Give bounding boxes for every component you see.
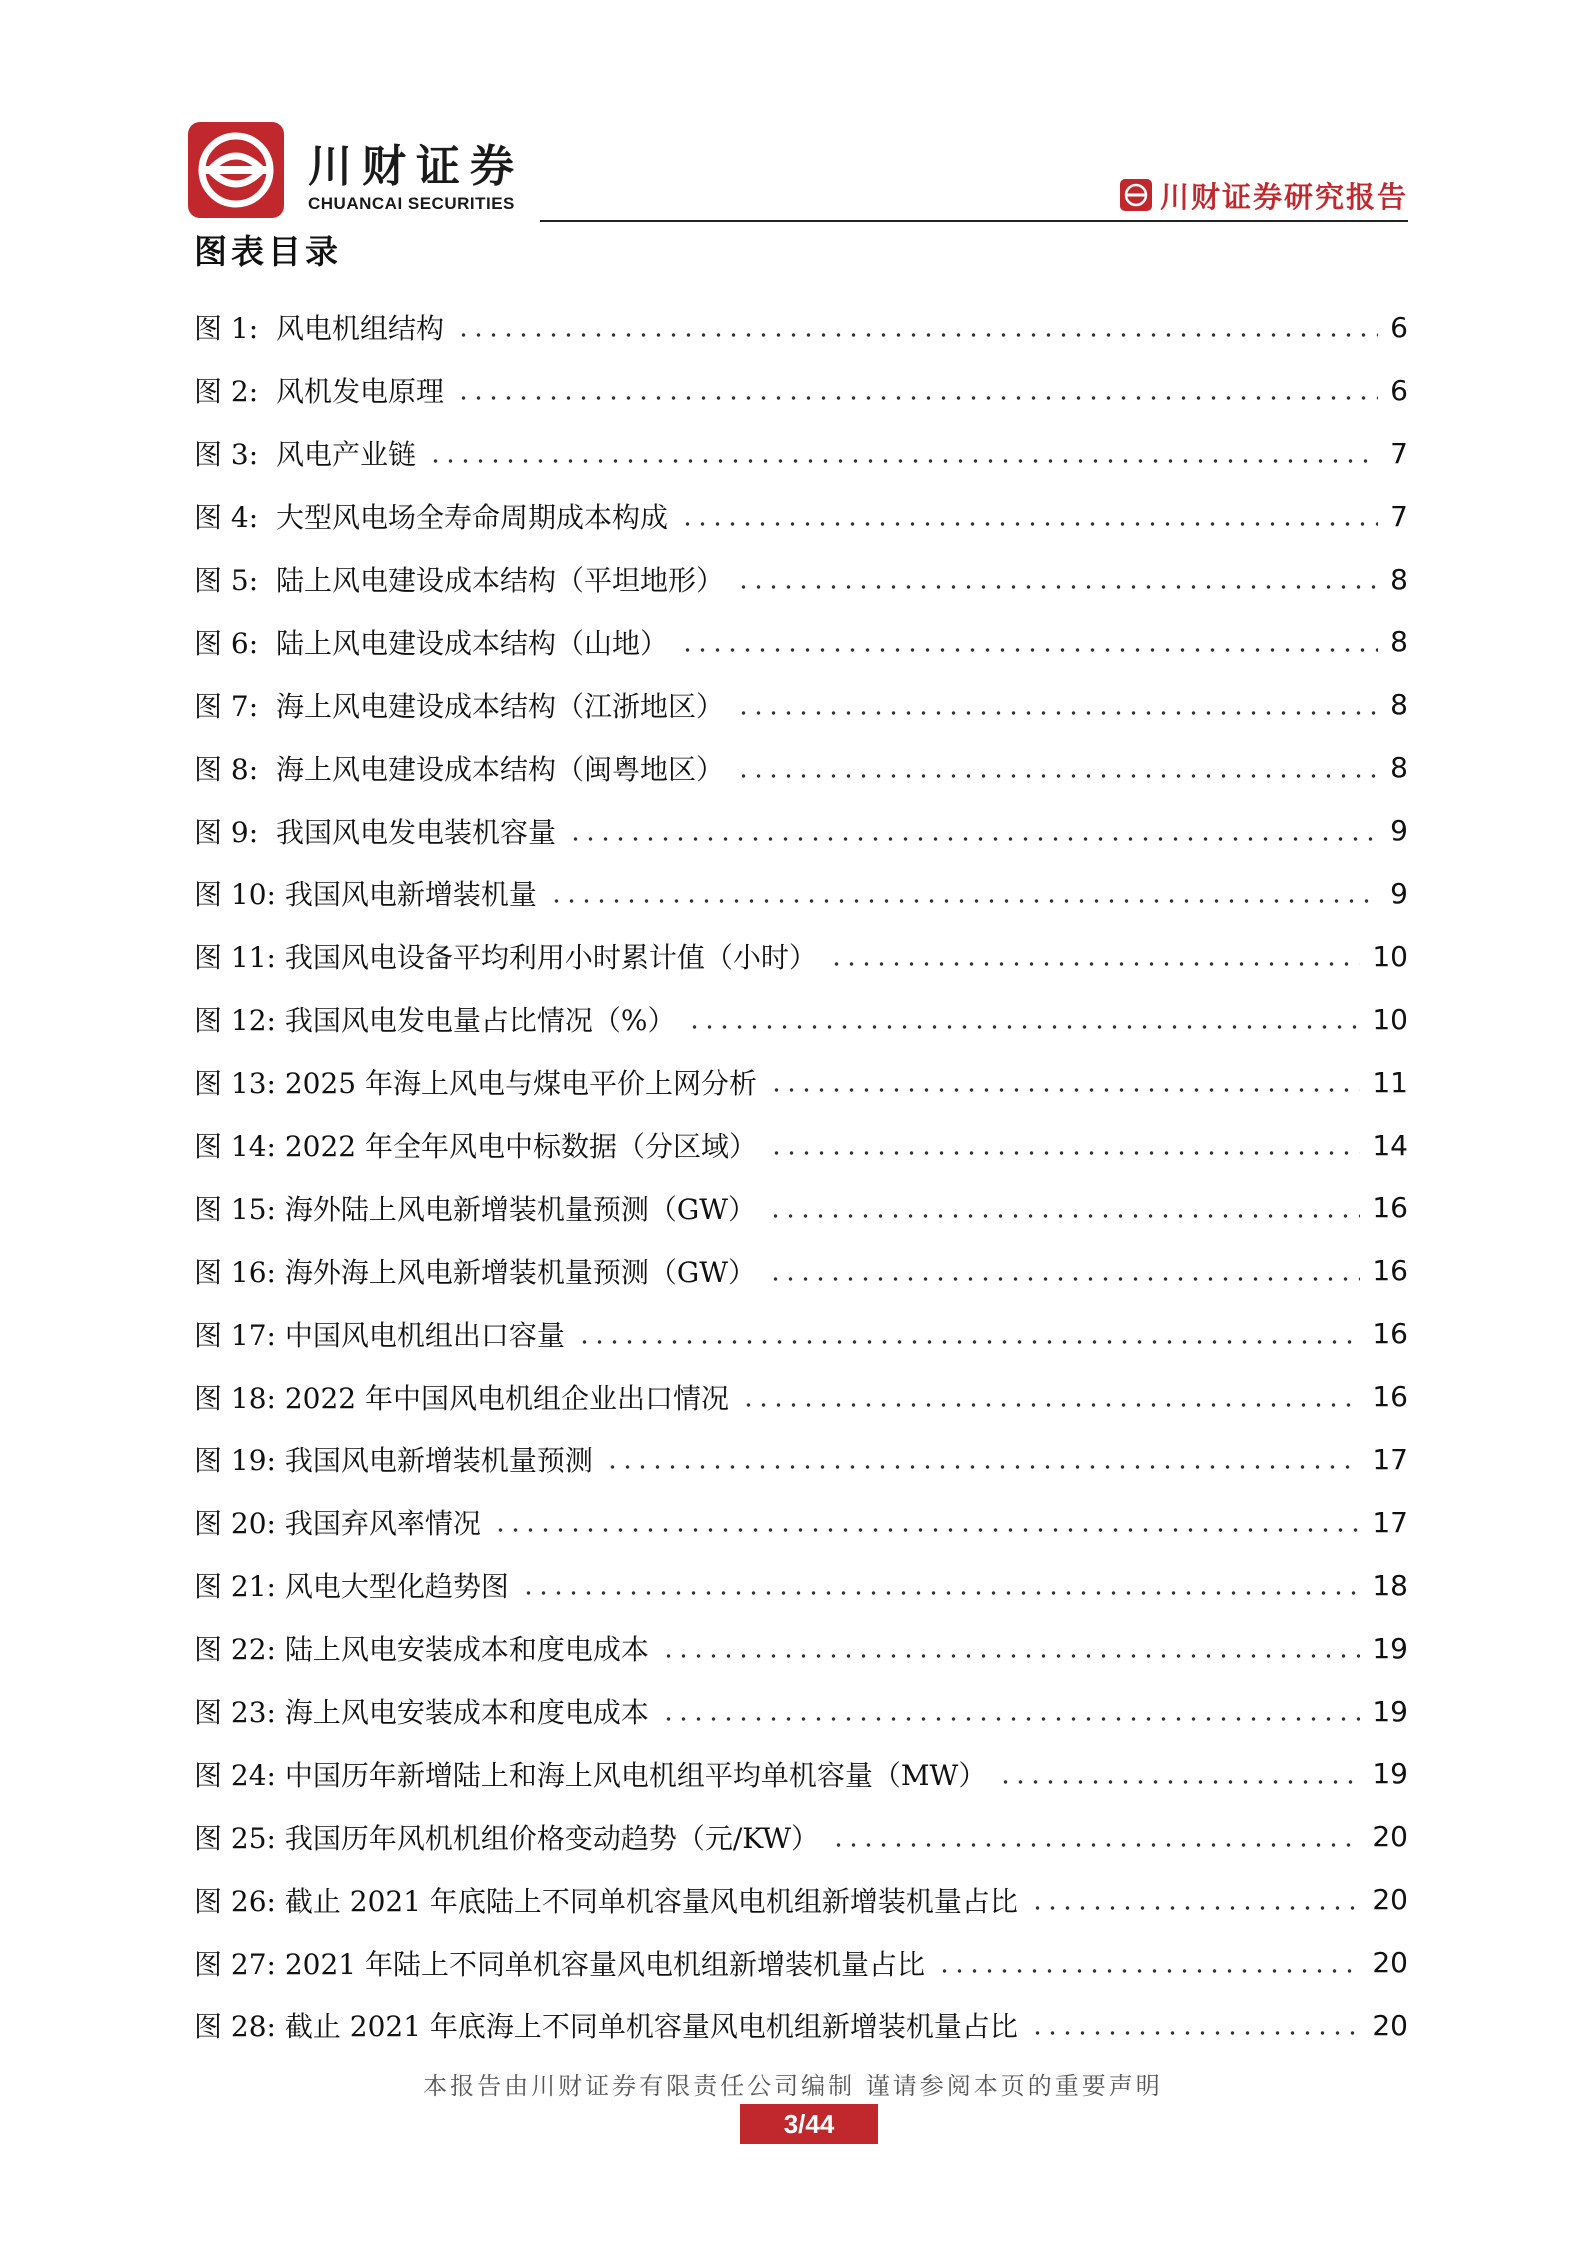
toc-entry[interactable]: [194, 988, 1408, 1051]
toc-entry[interactable]: [194, 485, 1408, 548]
footer-disclaimer: 本报告由川财证券有限责任公司编制 谨请参阅本页的重要声明: [423, 2072, 1163, 2100]
dot-leader: [768, 1276, 1360, 1282]
toc-entry-label: 图 18: 2022 年中国风电机组企业出口情况: [194, 1381, 730, 1415]
toc-title: 图表目录: [194, 232, 342, 271]
toc-entry-label: 图 8: 海上风电建设成本结构（闽粤地区）: [194, 752, 724, 786]
dot-leader: [456, 332, 1378, 338]
toc-entry-page: 7: [1390, 436, 1408, 470]
toc-entry-label: 图 21: 风电大型化趋势图: [194, 1570, 509, 1604]
dot-leader: [998, 1779, 1360, 1785]
toc-entry-label: 图 4: 大型风电场全寿命周期成本构成: [194, 501, 668, 535]
toc-entry-page: 16: [1372, 1254, 1408, 1288]
toc-entry-page: 8: [1390, 625, 1408, 659]
page-number: 3/44: [740, 2104, 878, 2144]
dot-leader: [661, 1653, 1360, 1659]
toc-entry-label: 图 2: 风机发电原理: [194, 375, 444, 409]
toc-entry-page: 18: [1372, 1568, 1408, 1602]
report-label-text: 川财证券研究报告: [1159, 179, 1408, 214]
toc-entry-page: 8: [1390, 688, 1408, 722]
dot-leader: [1030, 1905, 1360, 1911]
toc-entry-label: 图 22: 陆上风电安装成本和度电成本: [194, 1633, 649, 1667]
toc-entry[interactable]: [194, 925, 1408, 988]
toc-entry-page: 20: [1372, 2008, 1408, 2042]
toc-entry-page: 16: [1372, 1380, 1408, 1414]
toc-entry-page: 17: [1372, 1505, 1408, 1539]
toc-list: [194, 296, 1408, 2057]
toc-entry-label: 图 1: 风电机组结构: [194, 312, 444, 346]
toc-entry-page: 16: [1372, 1191, 1408, 1225]
toc-entry-label: 图 7: 海上风电建设成本结构（江浙地区）: [194, 689, 724, 723]
toc-entry-label: 图 17: 中国风电机组出口容量: [194, 1318, 565, 1352]
dot-leader: [937, 1968, 1360, 1974]
toc-entry-label: 图 6: 陆上风电建设成本结构（山地）: [194, 626, 668, 660]
dot-leader: [680, 521, 1378, 527]
toc-entry[interactable]: [194, 1051, 1408, 1114]
dot-leader: [769, 1150, 1360, 1156]
toc-entry[interactable]: [194, 1302, 1408, 1365]
chuancai-small-logo-icon: [1120, 179, 1152, 211]
dot-leader: [577, 1339, 1360, 1345]
toc-entry-label: 图 9: 我国风电发电装机容量: [194, 815, 556, 849]
toc-entry-page: 19: [1372, 1757, 1408, 1791]
toc-entry-label: 图 14: 2022 年全年风电中标数据（分区域）: [194, 1130, 758, 1164]
dot-leader: [605, 1464, 1360, 1470]
toc-entry[interactable]: [194, 1239, 1408, 1302]
dot-leader: [549, 898, 1378, 904]
dot-leader: [456, 395, 1378, 401]
toc-entry-page: 9: [1390, 876, 1408, 910]
toc-entry[interactable]: [194, 1931, 1408, 1994]
toc-entry-label: 图 28: 截止 2021 年底海上不同单机容量风电机组新增装机量占比: [194, 2010, 1018, 2044]
dot-leader: [769, 1087, 1360, 1093]
toc-entry[interactable]: [194, 1491, 1408, 1554]
toc-entry-page: 17: [1372, 1442, 1408, 1476]
company-logo: [188, 122, 528, 222]
toc-entry[interactable]: [194, 1176, 1408, 1239]
toc-entry-label: 图 27: 2021 年陆上不同单机容量风电机组新增装机量占比: [194, 1947, 926, 1981]
toc-entry[interactable]: [194, 296, 1408, 359]
toc-entry-page: 16: [1372, 1317, 1408, 1351]
toc-entry-page: 11: [1372, 1065, 1408, 1099]
toc-entry-page: 19: [1372, 1631, 1408, 1665]
toc-entry[interactable]: [194, 1805, 1408, 1868]
toc-entry-label: 图 13: 2025 年海上风电与煤电平价上网分析: [194, 1067, 758, 1101]
toc-entry-page: 8: [1390, 751, 1408, 785]
chuancai-logo-icon: [188, 122, 284, 218]
company-name-cn: 川财证券: [308, 141, 524, 192]
toc-entry-label: 图 19: 我国风电新增装机量预测: [194, 1444, 593, 1478]
toc-entry[interactable]: [194, 1617, 1408, 1680]
toc-entry[interactable]: [194, 673, 1408, 736]
dot-leader: [428, 458, 1378, 464]
toc-entry[interactable]: [194, 422, 1408, 485]
dot-leader: [680, 647, 1378, 653]
toc-entry[interactable]: [194, 1554, 1408, 1617]
toc-entry[interactable]: [194, 862, 1408, 925]
header-divider: [540, 220, 1408, 222]
toc-entry-page: 20: [1372, 1883, 1408, 1917]
dot-leader: [768, 1213, 1360, 1219]
toc-entry[interactable]: [194, 548, 1408, 611]
toc-entry[interactable]: [194, 1114, 1408, 1177]
toc-entry[interactable]: [194, 1868, 1408, 1931]
toc-entry-page: 10: [1372, 939, 1408, 973]
toc-entry-page: 19: [1372, 1694, 1408, 1728]
toc-entry-label: 图 16: 海外海上风电新增装机量预测（GW）: [194, 1255, 757, 1289]
dot-leader: [568, 836, 1378, 842]
toc-entry-label: 图 11: 我国风电设备平均利用小时累计值（小时）: [194, 941, 817, 975]
toc-entry-page: 20: [1372, 1820, 1408, 1854]
toc-entry-label: 图 26: 截止 2021 年底陆上不同单机容量风电机组新增装机量占比: [194, 1884, 1018, 1918]
toc-entry[interactable]: [194, 1994, 1408, 2057]
toc-entry-page: 6: [1390, 310, 1408, 344]
toc-entry[interactable]: [194, 1742, 1408, 1805]
dot-leader: [736, 710, 1378, 716]
toc-entry-label: 图 3: 风电产业链: [194, 438, 416, 472]
dot-leader: [736, 584, 1378, 590]
toc-entry-label: 图 15: 海外陆上风电新增装机量预测（GW）: [194, 1192, 757, 1226]
toc-entry[interactable]: [194, 1428, 1408, 1491]
toc-entry[interactable]: [194, 799, 1408, 862]
toc-entry-page: 14: [1372, 1128, 1408, 1162]
toc-entry-label: 图 23: 海上风电安装成本和度电成本: [194, 1696, 649, 1730]
dot-leader: [741, 1402, 1360, 1408]
toc-entry[interactable]: [194, 359, 1408, 422]
toc-entry[interactable]: [194, 1680, 1408, 1743]
toc-entry[interactable]: [194, 610, 1408, 673]
company-name-en: CHUANCAI SECURITIES: [308, 194, 515, 213]
toc-entry-label: 图 5: 陆上风电建设成本结构（平坦地形）: [194, 564, 724, 597]
toc-entry-label: 图 24: 中国历年新增陆上和海上风电机组平均单机容量（MW）: [194, 1758, 987, 1792]
toc-entry[interactable]: [194, 1365, 1408, 1428]
dot-leader: [1030, 2030, 1360, 2036]
toc-entry-page: 9: [1390, 814, 1408, 848]
dot-leader: [493, 1527, 1360, 1533]
dot-leader: [736, 773, 1378, 779]
toc-entry-page: 6: [1390, 373, 1408, 407]
dot-leader: [831, 1842, 1360, 1848]
toc-entry-page: 8: [1390, 562, 1408, 596]
dot-leader: [661, 1716, 1360, 1722]
dot-leader: [829, 961, 1360, 967]
toc-entry-page: 10: [1372, 1002, 1408, 1036]
toc-entry-label: 图 25: 我国历年风机机组价格变动趋势（元/KW）: [194, 1821, 819, 1855]
toc-entry-label: 图 12: 我国风电发电量占比情况（%）: [194, 1004, 676, 1038]
toc-entry[interactable]: [194, 736, 1408, 799]
toc-entry-page: 7: [1390, 499, 1408, 533]
report-label: [1120, 176, 1408, 214]
toc-entry-label: 图 10: 我国风电新增装机量: [194, 878, 537, 912]
toc-entry-page: 20: [1372, 1946, 1408, 1980]
dot-leader: [521, 1590, 1360, 1596]
dot-leader: [687, 1024, 1360, 1030]
toc-entry-label: 图 20: 我国弃风率情况: [194, 1507, 481, 1541]
